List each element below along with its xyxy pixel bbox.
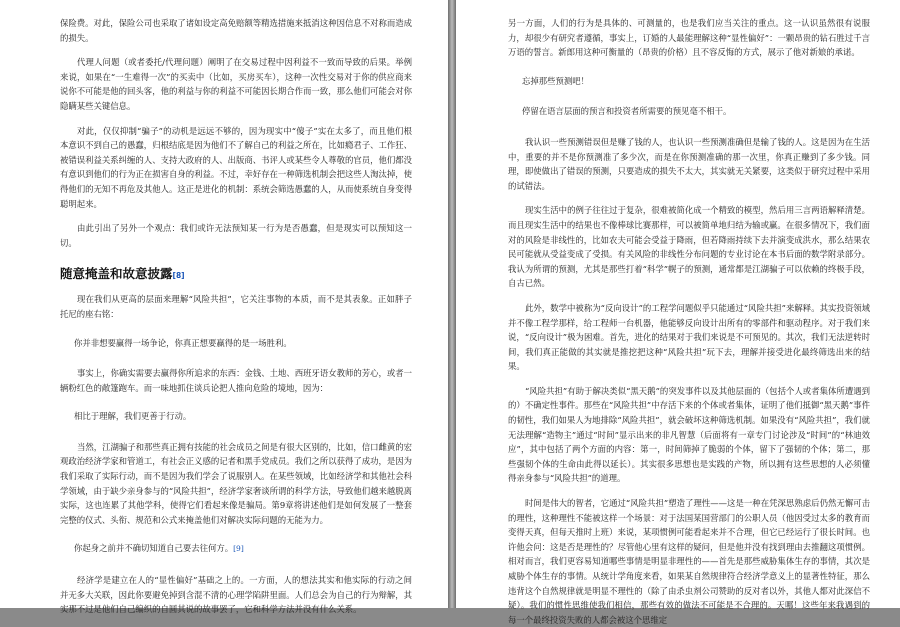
paragraph: 保险费。对此，保险公司也采取了诸如设定高免赔额等精选措施来抵消这种因信息不对称而造成的损失。	[60, 18, 412, 43]
section-heading	[60, 264, 412, 282]
book-page-left	[0, 0, 448, 615]
block-quote: 相比于理解，我们更善于行动。	[74, 411, 192, 422]
footnote-link[interactable]: [8]	[172, 271, 185, 281]
paragraph: 经济学是建立在人的“显性偏好”基础之上的。一方面，人的想法其实和他实际的行动之间并无多大关联，因此你要避免掉到含混不清的心理学陷阱里面。人们总会为自己的行为辩解，其实那不过是他们自己编织的自圆其说的故事罢了，它和科学方法并没有什么关系。	[60, 575, 412, 615]
book-page-right	[456, 0, 900, 625]
paragraph: 现在我们从更高的层面来理解“风险共担”，它关注事物的本质，而不是其表象。正如胖子托尼的座右铭：	[60, 294, 412, 319]
footnote-link[interactable]: [9]	[233, 544, 244, 554]
section-heading-text: 随意掩盖和故意披露	[60, 266, 173, 282]
paragraph: 我认识一些预测错误但是赚了钱的人，也认识一些预测准确但是输了钱的人。这是因为在生活中，重要的并不是你预测准了多少次，而是在你预测准确的那一次里，你真正赚到了多少钱。同理，即使做出了错误的预测，只要造成的损失不太大，其实就无关紧要，这类似于研究过程中采用的试错法。	[508, 136, 870, 191]
paragraph: 现实生活中的例子往往过于复杂，很难被简化成一个精致的模型，然后用三言两语解释清楚。而且现实生活中的结果也不像棒球比赛那样，可以被简单地归结为输或赢。在很多情况下，我们面对的风险是非线性的，比如农夫可能会受益于降雨，但若降雨持续下去并演变成洪水，那么结果农民可能就从受益变成了受损。有关风险的非线性分布问题的专业讨论在本书后面的数学附录部分。我认为所谓的预测，尤其是那些打着“科学”幌子的预测，通常都是江湖骗子可以依赖的终极手段，自古已然。	[508, 205, 870, 289]
block-quote	[60, 541, 412, 557]
block-quote-text: 你起身之前并不确切知道自己要去往何方。	[74, 543, 234, 554]
paragraph: 此外，数学中被称为“反向设计”的工程学问题似乎只能通过“风险共担”来解释。其实投资领域并不像工程学那样，给工程师一台机器，他能够反向设计出所有的零部件和驱动程序。对于我们来说，“反向设计”极为困难。首先，进化的结果对于我们来说是不可预见的。其次，我们无法逆转时间，我们真正能做的其实就是推挖把这种“风险共担”玩下去，理解并接受进化最终筛选出来的结果。	[508, 302, 870, 372]
paragraph: 另一方面，人们的行为是具体的、可测量的，也是我们应当关注的重点。这一认识虽然很有说服力，却很少有研究者遵循，事实上，订婚的人最能理解这种“显性偏好”：一颗昂贵的钻石胜过千言万语的誓言。新郎用这种可衡量的（昂贵的价格）且不容反悔的方式，展示了他对新娘的承诺。	[508, 18, 870, 58]
block-quote: 忘掉那些预测吧！	[522, 75, 589, 86]
paragraph: 时间是伟大的智者，它通过“风险共担”塑造了理性——这是一种在凭深思熟虑后仍然无懈可击的理性，这种理性不能被这样一个场景：对于法国某国营部门的公职人员（他因受过太多的教育而变得天真，但每天推时上班）来说，某项惯例可能看起来并不合理，但它已经运行了很长时间。也许他会问：这是否是理性的？尽管他心里有这样的疑问，但是他并没有找到理由去推翻这项惯例。相对而言，我们更容易知道哪些事情是明显非理性的——首先是那些威胁集体生存的事情，其次是威胁个体生存的事情。从统计学角度来看，如果某自然规律符合经济学意义上的显著性特征，那么违背这个自然规律就是明显不理性的（除了由杀虫剂公司赞助的反对者以外，其他人都对此深信不疑）。我们的惯性思维使我们相信，那些有效的做法不可能是不合理的。天哪！这些年来我遇到的每一个最终投资失败的人都会被这个思维定	[508, 498, 870, 625]
paragraph: 事实上，你确实需要去赢得你所追求的东西：金钱、土地、西班牙语女教师的芳心，或者一辆粉红色的敞篷跑车。而一味地抓住谈兵论把人推向危险的境地，因为：	[60, 368, 412, 393]
paragraph: “风险共担”有助于解决类似“黑天鹅”的突发事件以及其他层面的（包括个人或者集体所遭遇到的）不确定性事件。那些在“风险共担”中存活下来的个体或者集体，证明了他们抵御“黑天鹅”事件的韧性，我们如果人为地排除“风险共担”，就会破坏这种筛选机制。如果没有“风险共担”，我们就无法理解“造物主”通过“时间”显示出来的非凡智慧（后面将有一章专门讨论涉及“时间”的“林迪效应”，其中包括了两个方面的内容：第一，时间筛掉了脆弱的个体，留下了强韧的个体；第二，那些强韧个体的生命由此得以延长）。其实很多思想也是实践的产物，所以拥有这些思想的人必须懂得亲身参与“风险共担”的道理。	[508, 385, 870, 484]
block-quote: 你并非想要赢得一场争论，你真正想要赢得的是一场胜利。	[74, 337, 292, 348]
page-gutter	[448, 0, 456, 608]
paragraph: 由此引出了另外一个观点：我们或许无法预知某一行为是否愚蠢，但是现实可以预知这一切。	[60, 223, 412, 248]
paragraph: 代理人问题（或者委托/代理问题）阐明了在交易过程中因利益不一致而导致的后果。举例来说，如果在“一生难得一次”的买卖中（比如，买房买车），这种一次性交易对于你的供应商来说你不可能是他的回头客，他的利益与你的利益不可能因长期合作而一致，那么他们可能会对你隐瞒某些关键信息。	[60, 57, 412, 111]
block-quote: 停留在语言层面的预言和投资者所需要的预见毫不相干。	[522, 106, 732, 117]
paragraph: 对此，仅仅抑制“骗子”的动机是远远不够的，因为现实中“傻子”实在太多了，而且他们根本意识不到自己的愚蠢，归根结底是因为他们不了解自己的利益之所在，比如瘾君子、工作狂、被错误利益关系纠缠的人、支持大政府的人、出版商、书评人或某些令人尊敬的官员，他们都没有意识到他们的行为正在损害自身的利益。不过，幸好存在一种筛选机制会把这些人淘汰掉，使得他们的无知不再危及其他人。这正是进化的机制：系统会筛选愚蠢的人，从而使系统自身变得聪明起来。	[60, 125, 412, 209]
paragraph: 当然，江湖骗子和那些真正拥有技能的社会成员之间是有很大区别的，比如，信口雌黄的宏观政治经济学家和管道工，有社会正义感的记者和黑手党成员。我们之所以获得了成功，是因为我们采取了实际行动，而不是因为我们学会了说服别人。在某些领域，比如经济学和其他社会科学领域，由于缺少亲身参与的“风险共担”，经济学家奢谈所谓的科学方法，导致他们越来越脱离实际，这也连累了其他学科，使得它们看起来像是骗局。第9章将讲述他们是如何发展了一整套完整的仪式、头衔、规范和公式来掩盖他们对解决实际问题的无能为力。	[60, 441, 412, 525]
